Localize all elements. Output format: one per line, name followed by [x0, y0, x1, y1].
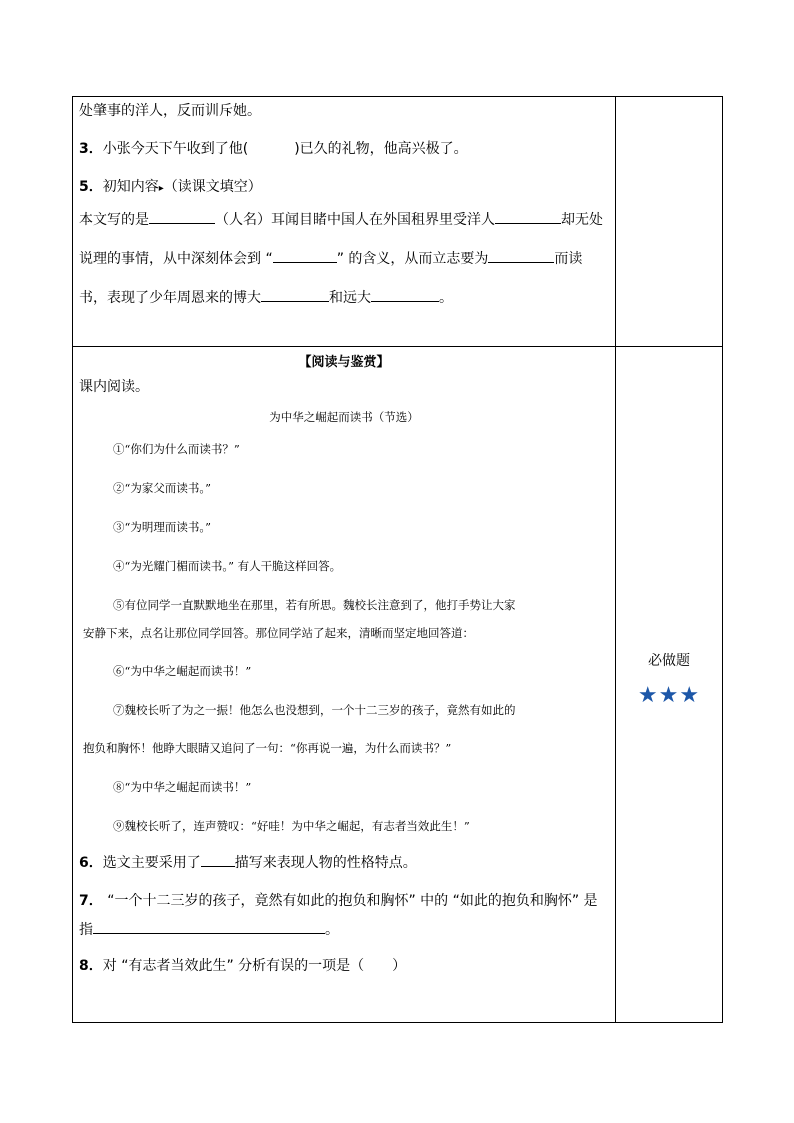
fill-text: 说理的事情，从中深刻体会到 “ — [79, 251, 273, 267]
arrow-icon: ▸ — [158, 183, 164, 194]
question-6-text-b: 描写来表现人物的性格特点。 — [234, 855, 417, 871]
passage-para-4: ④“为光耀门楣而读书。” 有人干脆这样回答。 — [113, 559, 342, 573]
fill-text: 本文写的是 — [79, 212, 149, 228]
fill-text: （人名）耳闻目睹中国人在外国租界里受洋人 — [215, 212, 495, 228]
blank-meaning[interactable] — [273, 248, 337, 263]
fill-text: 。 — [439, 290, 453, 306]
question-6-number: 6． — [79, 855, 103, 871]
blank-purpose[interactable] — [488, 248, 554, 263]
question-7-cont — [79, 919, 609, 940]
worksheet-table — [72, 96, 723, 1023]
question-8 — [79, 956, 609, 976]
section-heading: 【阅读与鉴赏】 — [298, 355, 390, 370]
side-cell — [616, 347, 723, 1023]
row-vocabulary — [73, 97, 723, 347]
question-6-text-a: 选文主要采用了 — [102, 855, 201, 871]
passage-para-5-cont: 安静下来，点名让那位同学回答。那位同学站了起来，清晰而坚定地回答道： — [83, 626, 474, 640]
required-label: 必做题 — [648, 653, 690, 669]
blank-broad[interactable] — [261, 287, 329, 302]
blank-ambition[interactable] — [371, 287, 439, 302]
passage-para-1: ①“你们为什么而读书？” — [113, 442, 240, 456]
passage-para-6: ⑥“为中华之崛起而读书！” — [113, 664, 252, 678]
fill-text: 却无处 — [561, 212, 603, 228]
blank-name[interactable] — [149, 209, 215, 224]
reading-intro: 课内阅读。 — [79, 379, 149, 395]
question-5-number: 5． — [79, 179, 103, 195]
question-8-text: 对 “有志者当效此生” 分析有误的一项是（ ） — [102, 958, 407, 974]
question-3-number: 3． — [79, 141, 103, 157]
side-cell-empty — [616, 97, 723, 347]
question-3-text-a: 小张今天下午收到了他( — [102, 141, 249, 157]
difficulty-stars-icon: ★★★ — [637, 683, 701, 708]
question-5 — [79, 177, 609, 199]
question-3-text-b: )已久的礼物，他高兴极了。 — [294, 141, 468, 157]
fill-line-1 — [79, 209, 609, 230]
passage-title: 为中华之崛起而读书（节选） — [269, 410, 419, 424]
fill-text: 而读 — [554, 251, 583, 267]
question-7-cont-text: 指 — [79, 922, 93, 938]
fill-line-3 — [79, 287, 609, 308]
question-6-blank[interactable] — [201, 852, 235, 867]
fill-text: 书，表现了少年周恩来的博大 — [79, 290, 261, 306]
fill-text: ” 的含义，从而立志要为 — [336, 251, 489, 267]
question-7 — [79, 891, 609, 911]
fill-line-2 — [79, 248, 609, 269]
question-7-end: 。 — [325, 922, 339, 938]
blank-action[interactable] — [495, 209, 561, 224]
reading-cell — [73, 347, 616, 1023]
passage-para-9: ⑨魏校长听了，连声赞叹：“好哇！为中华之崛起，有志者当效此生！” — [113, 819, 470, 833]
question-5-title: 初知内容 — [102, 179, 159, 195]
question-7-blank[interactable] — [93, 919, 325, 934]
question-6 — [79, 852, 609, 873]
passage-para-2: ②“为家父而读书。” — [113, 481, 212, 495]
question-8-number: 8． — [79, 958, 103, 974]
question-3 — [79, 139, 609, 159]
row-reading — [73, 347, 723, 1023]
passage-para-3: ③“为明理而读书。” — [113, 520, 212, 534]
vocabulary-cell — [73, 97, 616, 347]
passage-para-7: ⑦魏校长听了为之一振！他怎么也没想到，一个十二三岁的孩子，竟然有如此的 — [113, 703, 516, 717]
question-5-note: （读课文填空） — [163, 179, 262, 195]
continued-line: 处肇事的洋人，反而训斥她。 — [79, 103, 261, 119]
fill-text: 和远大 — [329, 290, 371, 306]
passage-para-8: ⑧“为中华之崛起而读书！” — [113, 780, 252, 794]
passage-para-7-cont: 抱负和胸怀！他睁大眼睛又追问了一句：“你再说一遍，为什么而读书？” — [83, 741, 452, 755]
passage-para-5: ⑤有位同学一直默默地坐在那里，若有所思。魏校长注意到了，他打手势让大家 — [113, 598, 516, 612]
question-7-text: “一个十二三岁的孩子，竟然有如此的抱负和胸怀” 中的 “如此的抱负和胸怀” 是 — [102, 893, 598, 909]
question-7-number: 7． — [79, 893, 103, 909]
